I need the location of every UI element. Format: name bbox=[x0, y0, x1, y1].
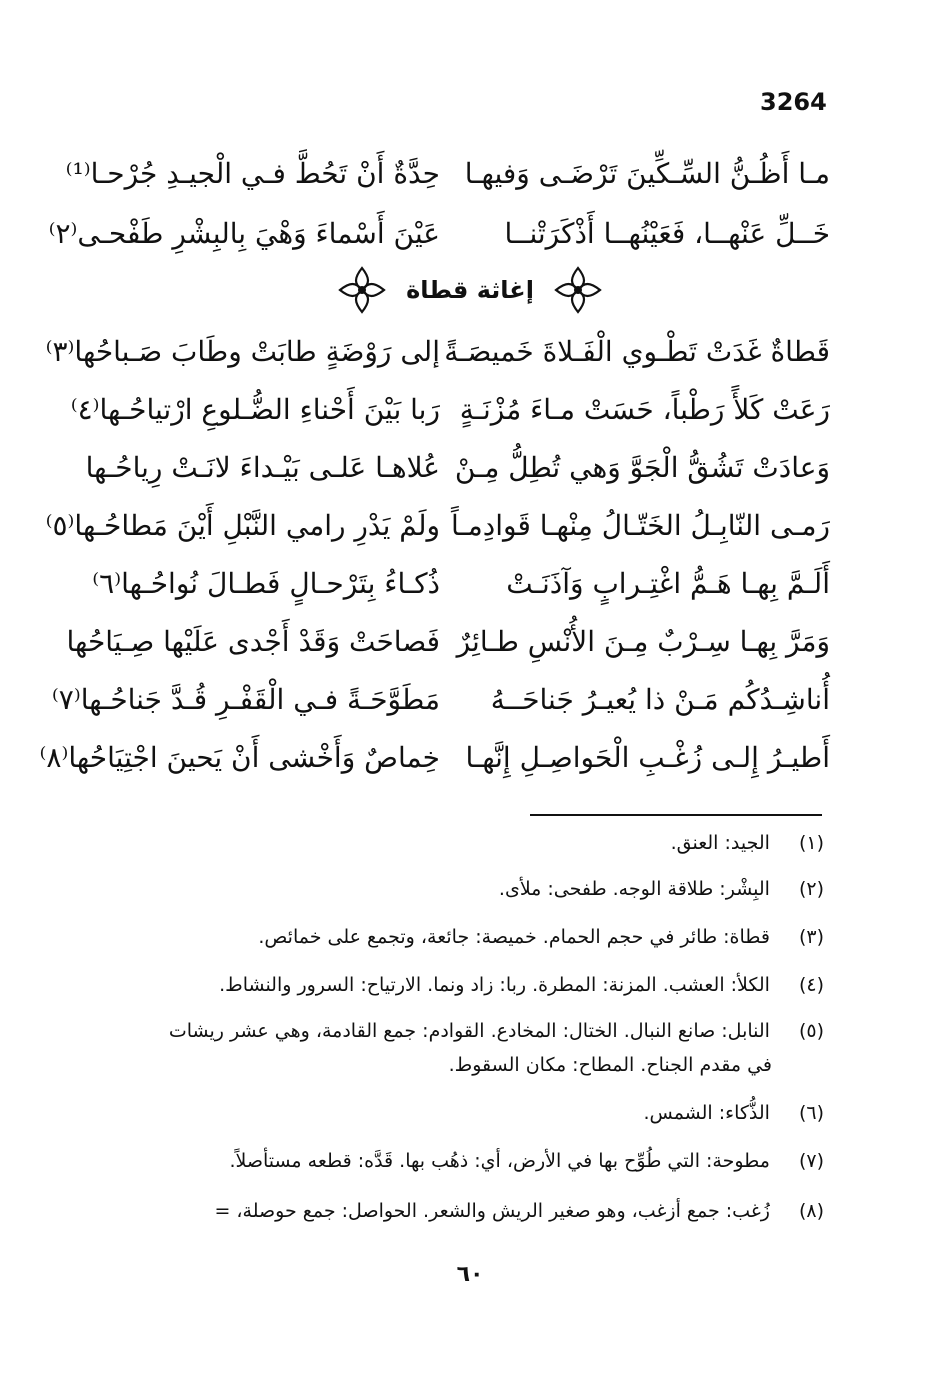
verse-row bbox=[51, 672, 830, 728]
verse-row bbox=[45, 498, 830, 554]
footnote bbox=[100, 1014, 824, 1082]
floral-ornament-icon bbox=[336, 264, 388, 316]
footnote-text: البِشْر: طلاقة الوجه. طفحى: ملأى. bbox=[498, 878, 770, 900]
section-title: إغاثة قطاة bbox=[406, 276, 534, 304]
footnote-number: (٤) bbox=[798, 974, 824, 996]
first-hemistich: خَــلِّ عَنْهــا، فَعَيْنُهــا أَذْكَرَتْنــا bbox=[504, 217, 830, 250]
footnote bbox=[100, 872, 824, 906]
footnote-text: الجيد: العنق. bbox=[670, 832, 770, 854]
verse-row bbox=[92, 556, 830, 612]
second-hemistich: حِدَّةٌ أَنْ تَحُطَّ فـي الْجيـدِ جُرْحـا⁽¹⁾ bbox=[65, 157, 440, 190]
first-hemistich: أَطيـرُ إِلـى زُغْـبِ الْحَواصِـلِ إِنَّهـا bbox=[465, 741, 830, 774]
second-hemistich: عَيْنَ أَسْماءَ وَهْيَ بِالبِشْرِ طَفْحـى⁽٢⁾ bbox=[48, 217, 440, 250]
footnote-continuation: في مقدم الجناح. المطاح: مكان السقوط. bbox=[448, 1054, 772, 1076]
first-hemistich: أَلَـمَّ بِهـا هَـمُّ اغْتِـرابٍ وَآذَنَـتْ bbox=[506, 567, 830, 600]
first-hemistich: رَمـى النّابِـلُ الخَتّـالُ مِنْهـا قَوادِمـاً bbox=[451, 509, 830, 542]
verse-row bbox=[66, 614, 830, 670]
reference-number: 3264 bbox=[760, 88, 827, 116]
first-hemistich: وَمَرَّ بِهـا سِـرْبٌ مِـنَ الأُنْسِ طـائِرٌ bbox=[456, 625, 830, 658]
first-hemistich: وَعادَتْ تَشُقُّ الْجَوَّ وَهي تُطِلُّ مِـنْ bbox=[454, 451, 830, 484]
verse-row bbox=[70, 382, 830, 438]
second-hemistich: فَصاحَتْ وَقَدْ أَجْدى عَلَيْها صِـيَاحُها bbox=[66, 625, 440, 658]
first-hemistich: قَطاةٌ غَدَتْ تَطْـوي الْفَـلاةَ خَميصَـةً bbox=[444, 335, 830, 368]
footnote-number: (١) bbox=[798, 832, 824, 854]
first-hemistich: مـا أَظُـنُّ السِّـكِّينَ تَرْضَـى وَفيهـا bbox=[464, 157, 830, 190]
second-hemistich: إلى رَوْضَةٍ طابَتْ وطَابَ صَـباحُها⁽٣⁾ bbox=[45, 335, 440, 368]
second-hemistich: رَبا بَيْنَ أَحْناءِ الضُّـلوعِ ارْتياحُـها⁽٤⁾ bbox=[70, 393, 440, 426]
footnote bbox=[100, 1194, 824, 1228]
footnote-text: الذُّكاء: الشمس. bbox=[643, 1102, 770, 1124]
footnote bbox=[100, 920, 824, 954]
footnote-text: قطاة: طائر في حجم الحمام. خميصة: جائعة، وتجمع على خمائص. bbox=[258, 926, 770, 948]
footnote-divider bbox=[530, 814, 822, 816]
verse-row bbox=[65, 146, 830, 202]
footnote bbox=[100, 1096, 824, 1130]
verse-row bbox=[85, 440, 830, 496]
footnote-text: النابل: صانع النبال. الختال: المخادع. القوادم: جمع القادمة، وهي عشر ريشات bbox=[168, 1020, 770, 1042]
footnote-text: مطوحة: التي طُوِّح بها في الأرض، أي: ذهُب بها. قَدَّه: قطعه مستأصلاً. bbox=[229, 1150, 770, 1172]
footnote-number: (٢) bbox=[798, 878, 824, 900]
verse-row bbox=[39, 730, 830, 786]
footnote-number: (٧) bbox=[798, 1150, 824, 1172]
first-hemistich: أُناشِـدُكُم مَـنْ ذا يُعيـرُ جَناحَــهُ bbox=[490, 683, 830, 716]
footnote bbox=[100, 1144, 824, 1178]
verse-row bbox=[48, 206, 830, 262]
footnote-number: (٨) bbox=[798, 1200, 824, 1222]
footnote-text: زُغب: جمع أزغب، وهو صغير الريش والشعر. الحواصل: جمع حوصلة، = bbox=[214, 1200, 770, 1222]
footnote-number: (٥) bbox=[798, 1020, 824, 1042]
section-heading bbox=[330, 262, 610, 318]
footnote bbox=[100, 826, 824, 860]
footnote-text: الكلأ: العشب. المزنة: المطرة. ربا: زاد ونما. الارتياح: السرور والنشاط. bbox=[219, 974, 770, 996]
verse-row bbox=[45, 324, 830, 380]
second-hemistich: مَطَوَّحَـةً فـي الْقَفْـرِ قُـدَّ جَناحُـها⁽٧⁾ bbox=[51, 683, 440, 716]
floral-ornament-icon bbox=[552, 264, 604, 316]
second-hemistich: خِماصٌ وَأَخْشى أَنْ يَحينَ اجْتِيَاحُها⁽٨⁾ bbox=[39, 741, 440, 774]
second-hemistich: ولَمْ يَدْرِ رامي النَّبْلِ أَيْنَ مَطاحُـها⁽٥⁾ bbox=[45, 509, 440, 542]
page-number: ٦٠ bbox=[456, 1262, 484, 1287]
second-hemistich: ذُكـاءُ بِتَرْحـالٍ فَطـالَ نُواحُـها⁽٦⁾ bbox=[92, 567, 440, 600]
second-hemistich: عُلاهـا عَلـى بَيْـداءَ لانَـتْ رِياحُـها bbox=[85, 451, 440, 484]
footnote bbox=[100, 968, 824, 1002]
footnote-number: (٣) bbox=[798, 926, 824, 948]
footnote-number: (٦) bbox=[798, 1102, 824, 1124]
first-hemistich: رَعَتْ كَلأً رَطْباً، حَسَتْ مـاءَ مُزْنَـةٍ bbox=[459, 393, 830, 426]
